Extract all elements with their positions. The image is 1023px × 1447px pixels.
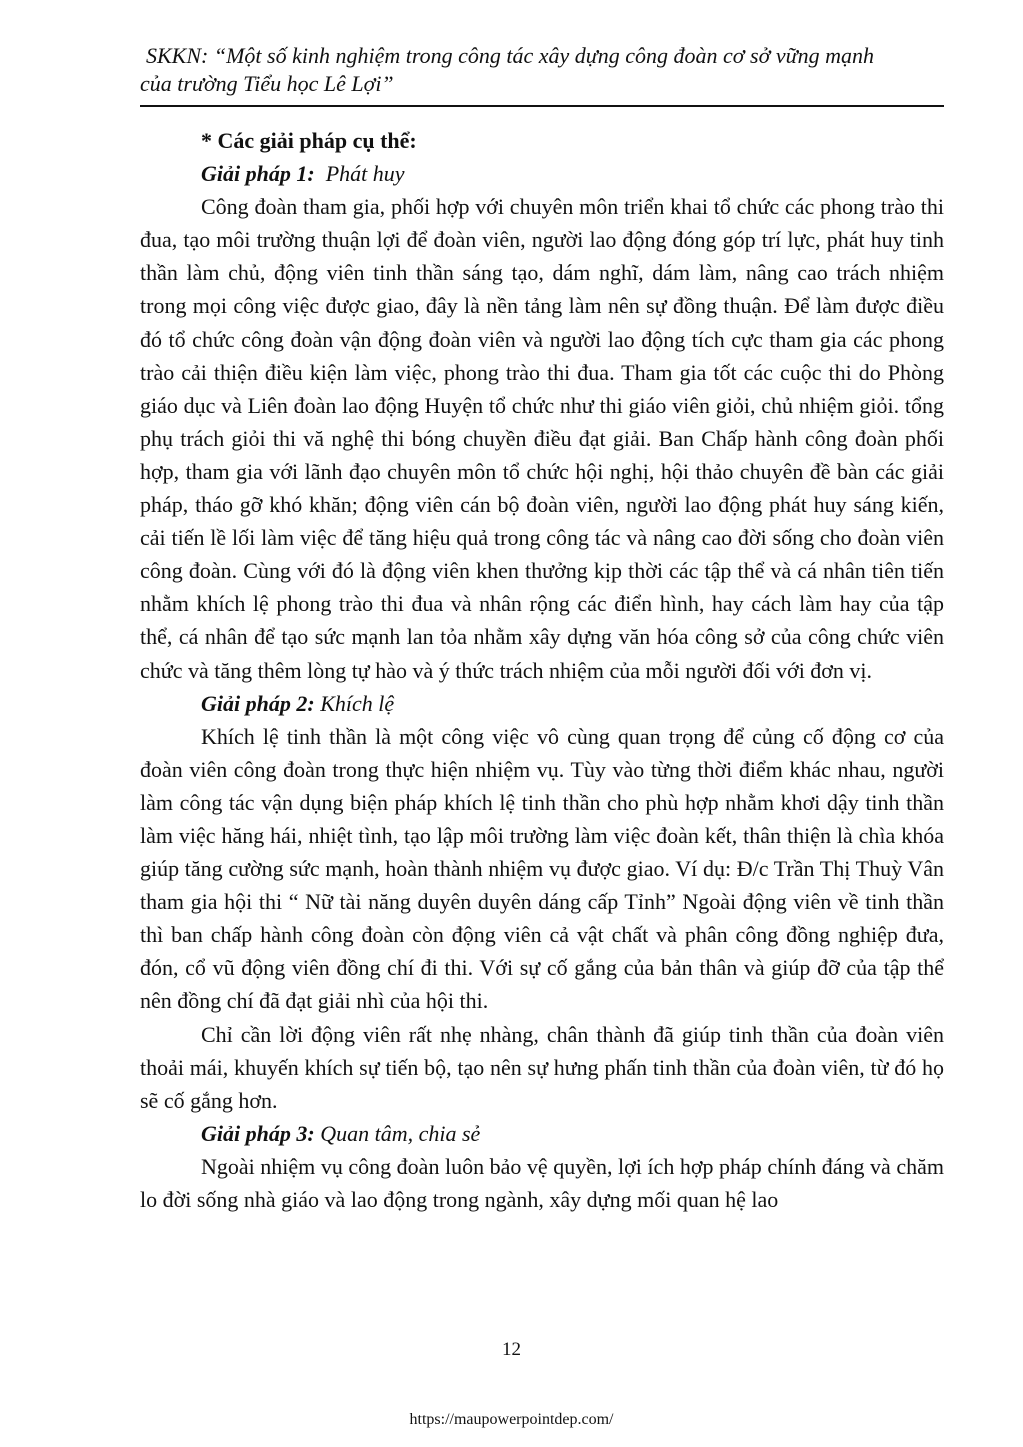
document-body (140, 124, 944, 1216)
solution-1-title: Phát huy (325, 161, 405, 187)
solution-3-paragraph-1: Ngoài nhiệm vụ công đoàn luôn bảo vệ quyền, lợi ích hợp pháp chính đáng và chăm lo đời sống nhà giáo và lao động trong ngành, xây dựng mối quan hệ lao (140, 1153, 944, 1212)
solution-3-title: Quan tâm, chia sẻ (320, 1120, 481, 1146)
solution-2-label: Giải pháp 2: (201, 690, 315, 716)
header-divider (140, 105, 944, 107)
solution-2-paragraph-1: Khích lệ tinh thần là một công việc vô cùng quan trọng để củng cố động cơ của đoàn viên công đoàn trong thực hiện nhiệm vụ. Tùy vào từng thời điểm khác nhau, người làm công tác vận dụng biện pháp khích lệ tinh thần cho phù hợp nhằm khơi dậy tinh thần làm việc hăng hái, nhiệt tình, tạo lập môi trường làm việc đoàn kết, thân thiện là chìa khóa giúp tăng cường sức mạnh, hoàn thành nhiệm vụ được giao. Ví dụ: Đ/c Trần Thị Thuỳ Vân tham gia hội thi “ Nữ tài năng duyên duyên dáng cấp Tỉnh” Ngoài động viên về tinh thần thì ban chấp hành công đoàn còn động viên cả vật chất và phân công đồng nghiệp đưa, đón, cổ vũ động viên đồng chí đi thi. Với sự cố gắng của bản thân và giúp đỡ của tập thể nên đồng chí đã đạt giải nhì của hội thi. (140, 723, 944, 1014)
solution-1-paragraph-1: Công đoàn tham gia, phối hợp với chuyên môn triển khai tổ chức các phong trào thi đua, tạo môi trường thuận lợi để đoàn viên, người lao động đóng góp trí lực, phát huy tinh thần làm chủ, động viên tinh thần sáng tạo, dám nghĩ, dám làm, nâng cao trách nhiệm trong mọi công việc được giao, đây là nền tảng làm nên sự đồng thuận. Để làm được điều đó tổ chức công đoàn vận động đoàn viên và người lao động tích cực tham gia các phong trào cải thiện điều kiện làm việc, phong trào thi đua. Tham gia tốt các cuộc thi do Phòng giáo dục và Liên đoàn lao động Huyện tổ chức như thi giáo viên giỏi, chủ nhiệm giỏi. tổng phụ trách giỏi thi vă nghệ thi bóng chuyền điều đạt giải. Ban Chấp hành công đoàn phối hợp, tham gia với lãnh đạo chuyên môn tổ chức hội nghị, hội thảo chuyên đề bàn các giải pháp, tháo gỡ khó khăn; động viên cán bộ đoàn viên, người lao động phát huy sáng kiến, cải tiến lề lối làm việc để tăng hiệu quả trong công tác và nâng cao đời sống cho đoàn viên công đoàn. Cùng với đó là động viên khen thưởng kịp thời các tập thể và cá nhân tiên tiến nhằm khích lệ phong trào thi đua và nhân rộng các điển hình, hay cách làm hay của tập thể, cá nhân để tạo sức mạnh lan tỏa nhằm xây dựng văn hóa công sở của công chức viên chức và tăng thêm lòng tự hào và ý thức trách nhiệm của mỗi người đối với đơn vị. (140, 194, 944, 683)
header-title-line-1: SKKN: “Một số kinh nghiệm trong công tác xây dựng công đoàn cơ sở vững mạnh (146, 43, 874, 68)
header-title-line-2: của trường Tiểu học Lê Lợi” (140, 71, 394, 96)
solution-2-paragraph-2: Chỉ cần lời động viên rất nhẹ nhàng, chân thành đã giúp tinh thần của đoàn viên thoải mái, khuyến khích sự tiến bộ, tạo nên sự hưng phấn tinh thần của đoàn viên, từ đó họ sẽ cố gắng hơn. (140, 1021, 944, 1113)
page-number: 12 (502, 1339, 521, 1360)
solution-3-heading (140, 1117, 944, 1150)
solution-2-title: Khích lệ (320, 690, 395, 716)
solution-1-label: Giải pháp 1: (201, 161, 315, 187)
solution-2-heading (140, 687, 944, 720)
footer-url: https://maupowerpointdep.com/ (409, 1411, 614, 1428)
section-heading: * Các giải pháp cụ thể: (201, 128, 417, 153)
solution-3-label: Giải pháp 3: (201, 1120, 315, 1146)
page-header (140, 42, 944, 98)
solution-1-heading (140, 157, 944, 190)
